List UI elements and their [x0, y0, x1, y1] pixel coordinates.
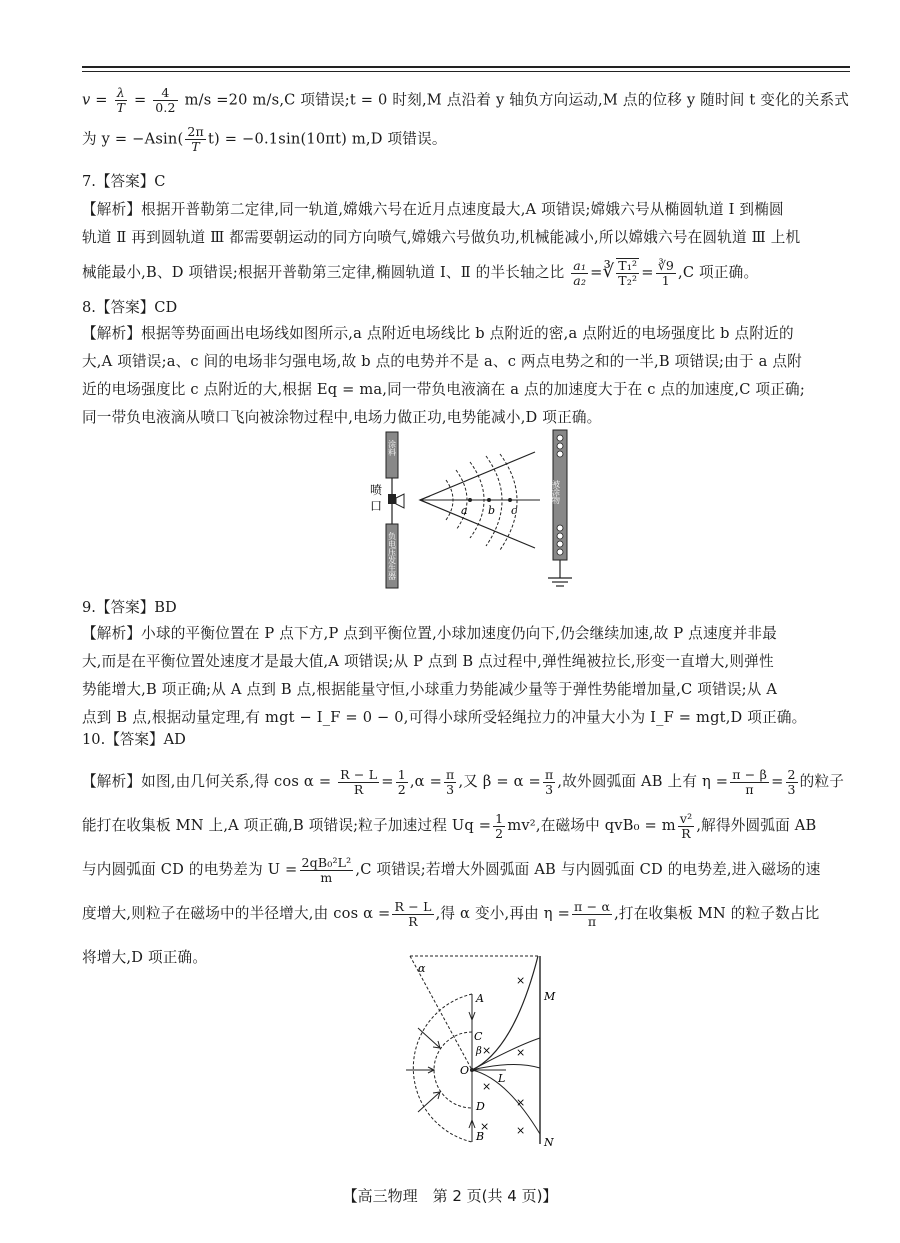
header-rule-thin — [82, 71, 850, 72]
fraction: $\frac{\pi - \alpha}{\pi}$ — [574, 898, 611, 929]
fraction: $\frac{R - L}{R}$ — [340, 766, 378, 797]
q10-line4: 度增大,则粒子在磁场中的半径增大,由 cos α = $\frac{R - L}{R}$ ,得 α 变小,再由 η = $\frac{\pi - \alpha}{\pi}$ ,打在收集板 MN 的粒子数占比 — [82, 898, 820, 929]
q10-line2: 能打在收集板 MN 上,A 项正确,B 项错误;粒子加速过程 Uq = $\frac{1}{2}$ mv²,在磁场中 qvB₀ = m $\frac{\text{v²}}{R}$ ,解得外圆弧面 AB — [82, 810, 817, 841]
label-N: N — [544, 1136, 554, 1149]
point-c — [508, 498, 512, 502]
svg-text:×: × — [482, 1080, 492, 1093]
fraction: $\frac{\pi}{3}$ — [544, 766, 554, 797]
q10-line3: 与内圆弧面 CD 的电势差为 U = $\frac{\text{2qB₀²L²}}{m}$ ,C 项错误;若增大外圆弧面 AB 与内圆弧面 CD 的电势差,进入磁场的速 — [82, 854, 821, 885]
q10-line5: 将增大,D 项正确。 — [82, 949, 208, 966]
label-b: b — [488, 504, 496, 517]
label-M: M — [544, 990, 556, 1003]
label-A: A — [476, 992, 484, 1005]
origin-point — [470, 1068, 474, 1072]
label-alpha: α — [418, 962, 426, 975]
fraction: $\frac{\pi}{3}$ — [446, 766, 455, 797]
svg-text:×: × — [516, 1124, 526, 1137]
page-footer: 【高三物理 第 2 页(共 4 页)】 — [342, 1187, 558, 1205]
label-O: O — [460, 1064, 470, 1077]
label-c: c — [511, 504, 518, 517]
fraction: $\frac{1}{2}$ — [495, 810, 504, 841]
field-line-upper — [420, 452, 535, 500]
electrostatic-spray-figure — [360, 428, 600, 594]
fraction: $\frac{\text{2qB₀²L²}}{m}$ — [301, 854, 352, 885]
q7-analysis: 【解析】根据开普勒第二定律,同一轨道,嫦娥六号在近月点速度最大,A 项错误;嫦娥六号从椭圆轨道 Ⅰ 到椭圆 轨道 Ⅱ 再到圆轨道 Ⅲ 都需要朝运动的同方向喷气,嫦娥六号做负功,机械能减小,所以嫦娥六号在圆轨道 Ⅲ 上机 械能最小,B、D 项错误;根据开普勒第三定律,椭圆轨道 Ⅰ、Ⅱ 的半长轴之比 $\frac{\text{a₁}}{\text{a₂}}$ =∛ $\frac{\text{T₁²}}{\text{T₂²}}$ = $\frac{∛9}{1}$ ,C 项正确。 — [82, 196, 852, 288]
label-L: L — [498, 1072, 506, 1085]
q6-line1: v = $\frac{\lambda}{T}$ = $\frac{4}{0.2}$ m/s =20 m/s,C 项错误;t = 0 时刻,M 点沿着 y 轴负方向运动,M 点的位移 y 随时间 t 变化的关系式 — [82, 85, 850, 115]
fraction: $\frac{\text{T₁²}}{\text{T₂²}}$ — [618, 258, 638, 288]
q7-line3: 械能最小,B、D 项错误;根据开普勒第三定律,椭圆轨道 Ⅰ、Ⅱ 的半长轴之比 $\frac{\text{a₁}}{\text{a₂}}$ =∛ $\frac{\text{T₁²}}{\text{T₂²}}$ = $\frac{∛9}{1}$ ,C 项正确。 — [82, 257, 759, 288]
q9-answer: 9.【答案】BD — [82, 599, 177, 616]
generator-label: 负电压发生器 — [387, 532, 397, 580]
nozzle-cone — [396, 494, 404, 508]
nozzle-label-1: 喷 — [370, 483, 383, 497]
fraction: $\frac{∛9}{1}$ — [657, 257, 675, 288]
magnetic-field-crosses — [480, 974, 525, 1137]
label-C: C — [474, 1030, 483, 1043]
q7-answer: 7.【答案】C — [82, 173, 166, 190]
cube-root-sign: ∛ — [602, 261, 615, 282]
fraction: $\frac{R - L}{R}$ — [394, 898, 432, 929]
fraction: $\frac{4}{0.2}$ — [155, 85, 176, 115]
svg-text:×: × — [482, 1044, 492, 1057]
trajectory-2 — [472, 1064, 540, 1070]
fraction: $\frac{2}{3}$ — [787, 766, 796, 797]
coating-label: 涂料 — [387, 440, 397, 456]
label-beta: β — [476, 1046, 482, 1057]
point-b — [487, 498, 491, 502]
equipotential-5 — [500, 454, 517, 550]
label-B: B — [476, 1130, 485, 1143]
nozzle-label-2: 口 — [370, 499, 383, 513]
label-a: a — [461, 504, 468, 517]
svg-text:×: × — [516, 1096, 526, 1109]
q6-continuation — [82, 86, 852, 154]
q6-line2: 为 y = −Asin( $\frac{2\pi}{T}$ t) = −0.1sin(10πt) m,D 项错误。 — [82, 124, 447, 154]
fraction: $\frac{1}{2}$ — [397, 766, 406, 797]
q8-analysis: 【解析】根据等势面画出电场线如图所示,a 点附近电场线比 b 点附近的密,a 点附近的电场强度比 b 点附近的 大,A 项错误;a、c 间的电场非匀强电场,故 b 点的电势并不是 a、c 两点电势之和的一半,B 项错误;由于 a 点附 近的电场强度比 c 点附近的大,根据 Eq = ma,同一带负电液滴在 a 点的加速度大于在 c 点的加速度,C 项正确; 同一带负电液滴从喷口飞向被涂物过程中,电场力做正功,电势能减小,D 项正确。 — [82, 325, 805, 426]
q8-answer: 8.【答案】CD — [82, 299, 178, 316]
q10-answer: 10.【答案】AD — [82, 731, 186, 748]
header-rule-thick — [82, 66, 850, 68]
fraction: $\frac{\lambda}{T}$ — [116, 85, 126, 115]
svg-text:×: × — [516, 974, 526, 987]
nozzle-block — [388, 494, 396, 504]
field-line-lower — [420, 500, 535, 548]
fraction: $\frac{2\pi}{T}$ — [187, 124, 204, 154]
q10-analysis — [82, 760, 852, 980]
q10-line1: 【解析】如图,由几何关系,得 cos α = $\frac{R - L}{R}$ = $\frac{1}{2}$ ,α = $\frac{\pi}{3}$ ,又 β = α = $\frac{\pi}{3}$ ,故外圆弧面 AB 上有 η = $\frac{\pi - \beta}{\pi}$ = $\frac{2}{3}$ 的粒子 — [82, 766, 845, 797]
svg-text:×: × — [516, 1046, 526, 1059]
label-D: D — [476, 1100, 485, 1113]
fraction: $\frac{\pi - \beta}{\pi}$ — [732, 766, 768, 797]
target-label: 被涂物 — [551, 480, 561, 504]
svg-text:×: × — [480, 1120, 490, 1133]
magnetic-collector-figure — [396, 950, 566, 1150]
fraction: $\frac{\text{v²}}{R}$ — [679, 810, 693, 841]
fraction: $\frac{\text{a₁}}{\text{a₂}}$ — [573, 257, 587, 288]
point-a — [468, 498, 472, 502]
q9-analysis: 【解析】小球的平衡位置在 P 点下方,P 点到平衡位置,小球加速度仍向下,仍会继续加速,故 P 点速度并非最 大,而是在平衡位置处速度才是最大值,A 项错误;从 P 点到 B 点过程中,弹性绳被拉长,形变一直增大,则弹性 势能增大,B 项正确;从 A 点到 B 点,根据能量守恒,小球重力势能减少量等于弹性势能增加量,C 项错误;从 A 点到 B 点,根据动量定理,有 mgt − I_F = 0 − 0,可得小球所受轻绳拉力的冲量大小为 I_F = mgt,D 项正确。 — [82, 625, 807, 726]
